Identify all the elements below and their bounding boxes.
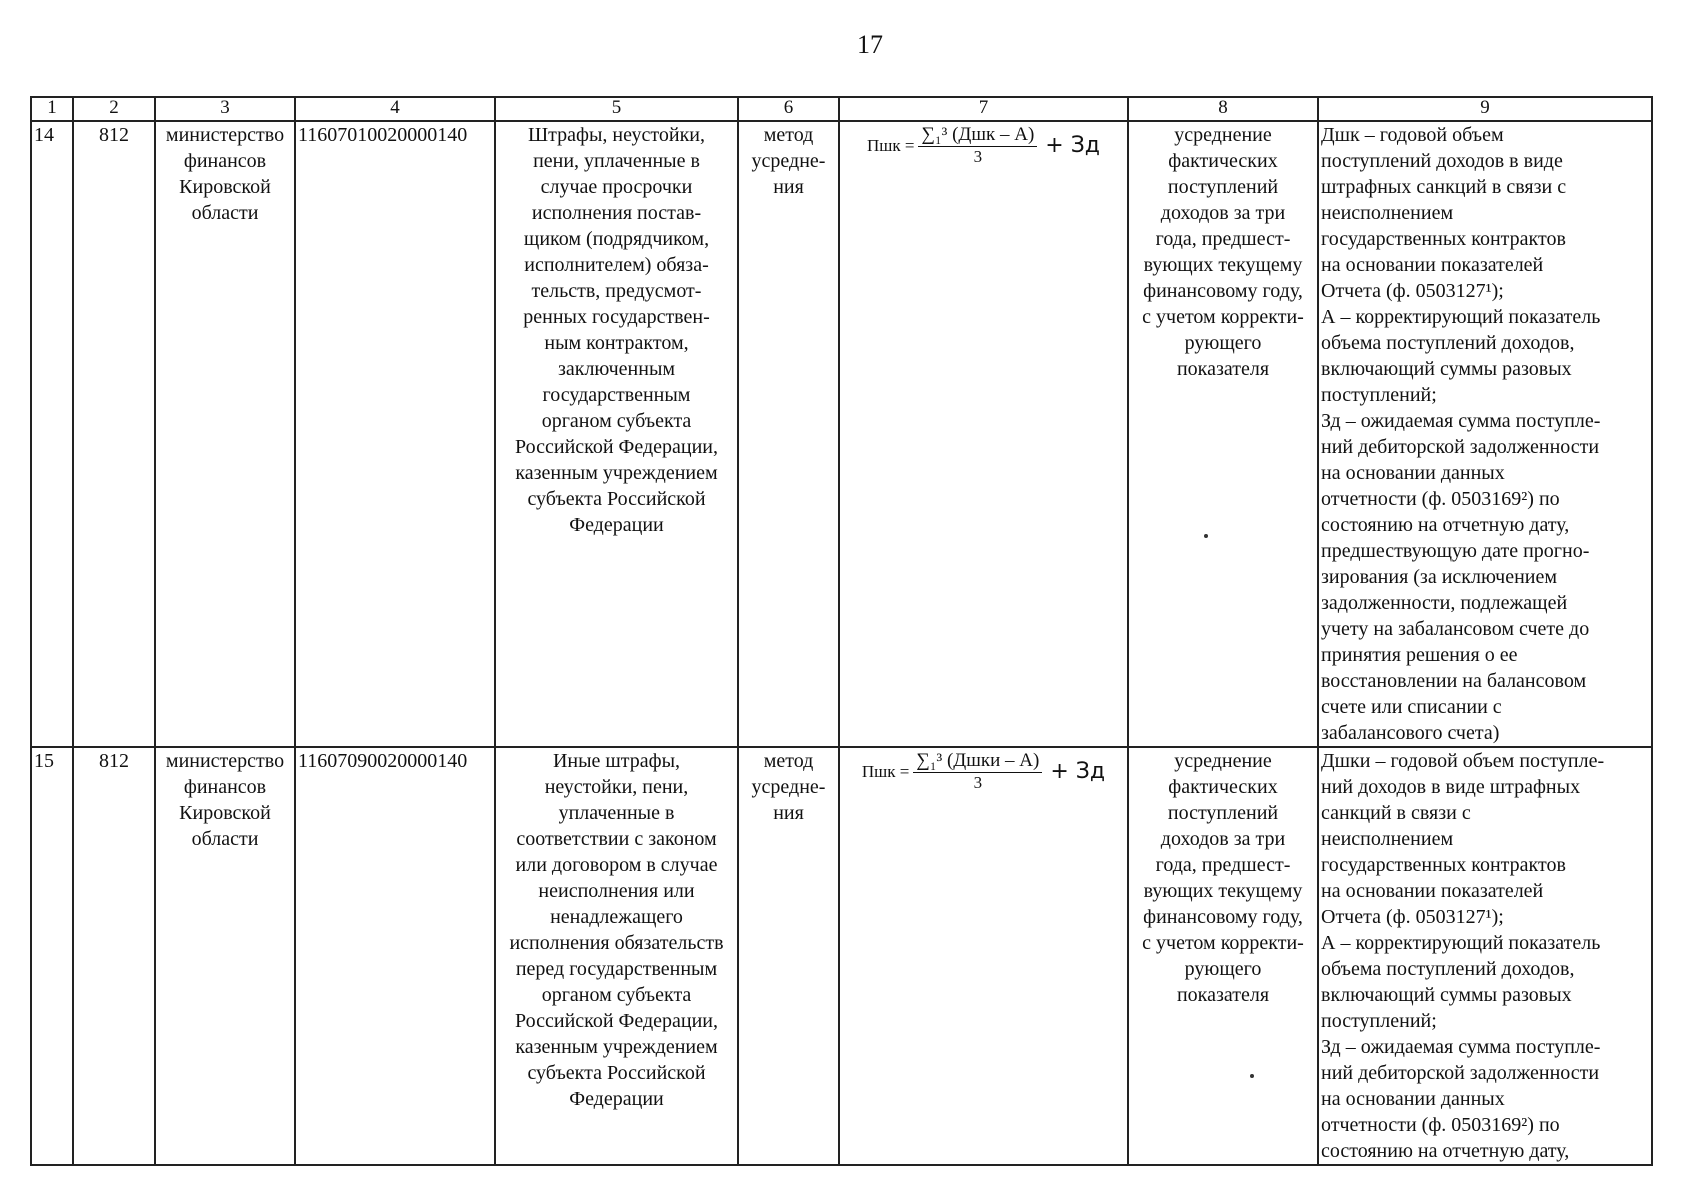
table-header-row (31, 97, 1652, 121)
formula-numerator: ∑₁³ (Дшки – А) (913, 750, 1042, 773)
formula-fraction (913, 750, 1042, 793)
header-col-5: 5 (495, 97, 738, 121)
revenue-name: Иные штрафы, неустойки, пени, уплаченные в соответствии с законом или договором в случае неисполнения или ненадлежащего исполнения обязательств перед государственным органом субъекта Российской Федерации, казенным учреждением субъекта Российской Федерации (495, 747, 738, 1165)
revenue-forecast-table (30, 96, 1653, 1166)
row-number: 14 (31, 121, 73, 747)
revenue-name: Штрафы, неустойки, пени, уплаченные в случае просрочки исполнения постав- щиком (подрядчиком, исполнителем) обяза- тельств, предусмот- ренных государствен- ным контрактом, заключенным государственным органом субъекта Российской Федерации, казенным учреждением субъекта Российской Федерации (495, 121, 738, 747)
header-col-7: 7 (839, 97, 1128, 121)
administrator-name: министерство финансов Кировской области (155, 747, 295, 1165)
formula-lhs: Пшк = (866, 135, 915, 155)
row-number: 15 (31, 747, 73, 1165)
page-number: 17 (857, 30, 883, 59)
admin-code: 812 (73, 747, 155, 1165)
scan-speck (1204, 534, 1208, 538)
header-col-8: 8 (1128, 97, 1318, 121)
table-row (31, 121, 1652, 747)
kbk-code: 11607010020000140 (295, 121, 495, 747)
formula-numerator: ∑₁³ (Дшк – А) (918, 124, 1037, 147)
formula-lhs: Пшк = (861, 761, 910, 781)
header-col-1: 1 (31, 97, 73, 121)
formula-denominator: 3 (973, 773, 983, 792)
header-col-2: 2 (73, 97, 155, 121)
formula-cell (839, 121, 1128, 747)
formula-cell (839, 747, 1128, 1165)
formula-fraction (918, 124, 1037, 167)
calculation-algorithm: усреднение фактических поступлений доходов за три года, предшест- вующих текущему финансовому году, с учетом корректи- рующего показателя (1128, 747, 1318, 1165)
header-col-9: 9 (1318, 97, 1652, 121)
indicator-notes: Дшки – годовой объем поступле- ний доходов в виде штрафных санкций в связи с неисполнением государственных контрактов на основании показателей Отчета (ф. 0503127¹); А – корректирующий показатель объема поступлений доходов, включающий суммы разовых поступлений; Зд – ожидаемая сумма поступле- ний дебиторской задолженности на основании данных отчетности (ф. 0503169²) по состоянию на отчетную дату, (1318, 747, 1652, 1165)
administrator-name: министерство финансов Кировской области (155, 121, 295, 747)
header-col-6: 6 (738, 97, 839, 121)
kbk-code: 11607090020000140 (295, 747, 495, 1165)
indicator-notes: Дшк – годовой объем поступлений доходов в виде штрафных санкций в связи с неисполнением государственных контрактов на основании показателей Отчета (ф. 0503127¹); А – корректирующий показатель объема поступлений доходов, включающий суммы разовых поступлений; Зд – ожидаемая сумма поступле- ний дебиторской задолженности на основании данных отчетности (ф. 0503169²) по состоянию на отчетную дату, предшествующую дате прогно- зирования (за исключением задолженности, подлежащей учету на забалансовом счете до принятия решения о ее восстановлении на балансовом счете или списании с забалансового счета) (1318, 121, 1652, 747)
header-col-3: 3 (155, 97, 295, 121)
table-row (31, 747, 1652, 1165)
header-col-4: 4 (295, 97, 495, 121)
formula-denominator: 3 (973, 147, 983, 166)
formula (842, 748, 1125, 793)
scan-speck (1250, 1074, 1254, 1078)
calculation-algorithm: усреднение фактических поступлений доходов за три года, предшест- вующих текущему финансовому году, с учетом корректи- рующего показателя (1128, 121, 1318, 747)
formula-rhs: + Зд (1045, 132, 1101, 158)
admin-code: 812 (73, 121, 155, 747)
formula-rhs: + Зд (1050, 758, 1106, 784)
formula (842, 122, 1125, 167)
calculation-method: метод усредне- ния (738, 121, 839, 747)
calculation-method: метод усредне- ния (738, 747, 839, 1165)
